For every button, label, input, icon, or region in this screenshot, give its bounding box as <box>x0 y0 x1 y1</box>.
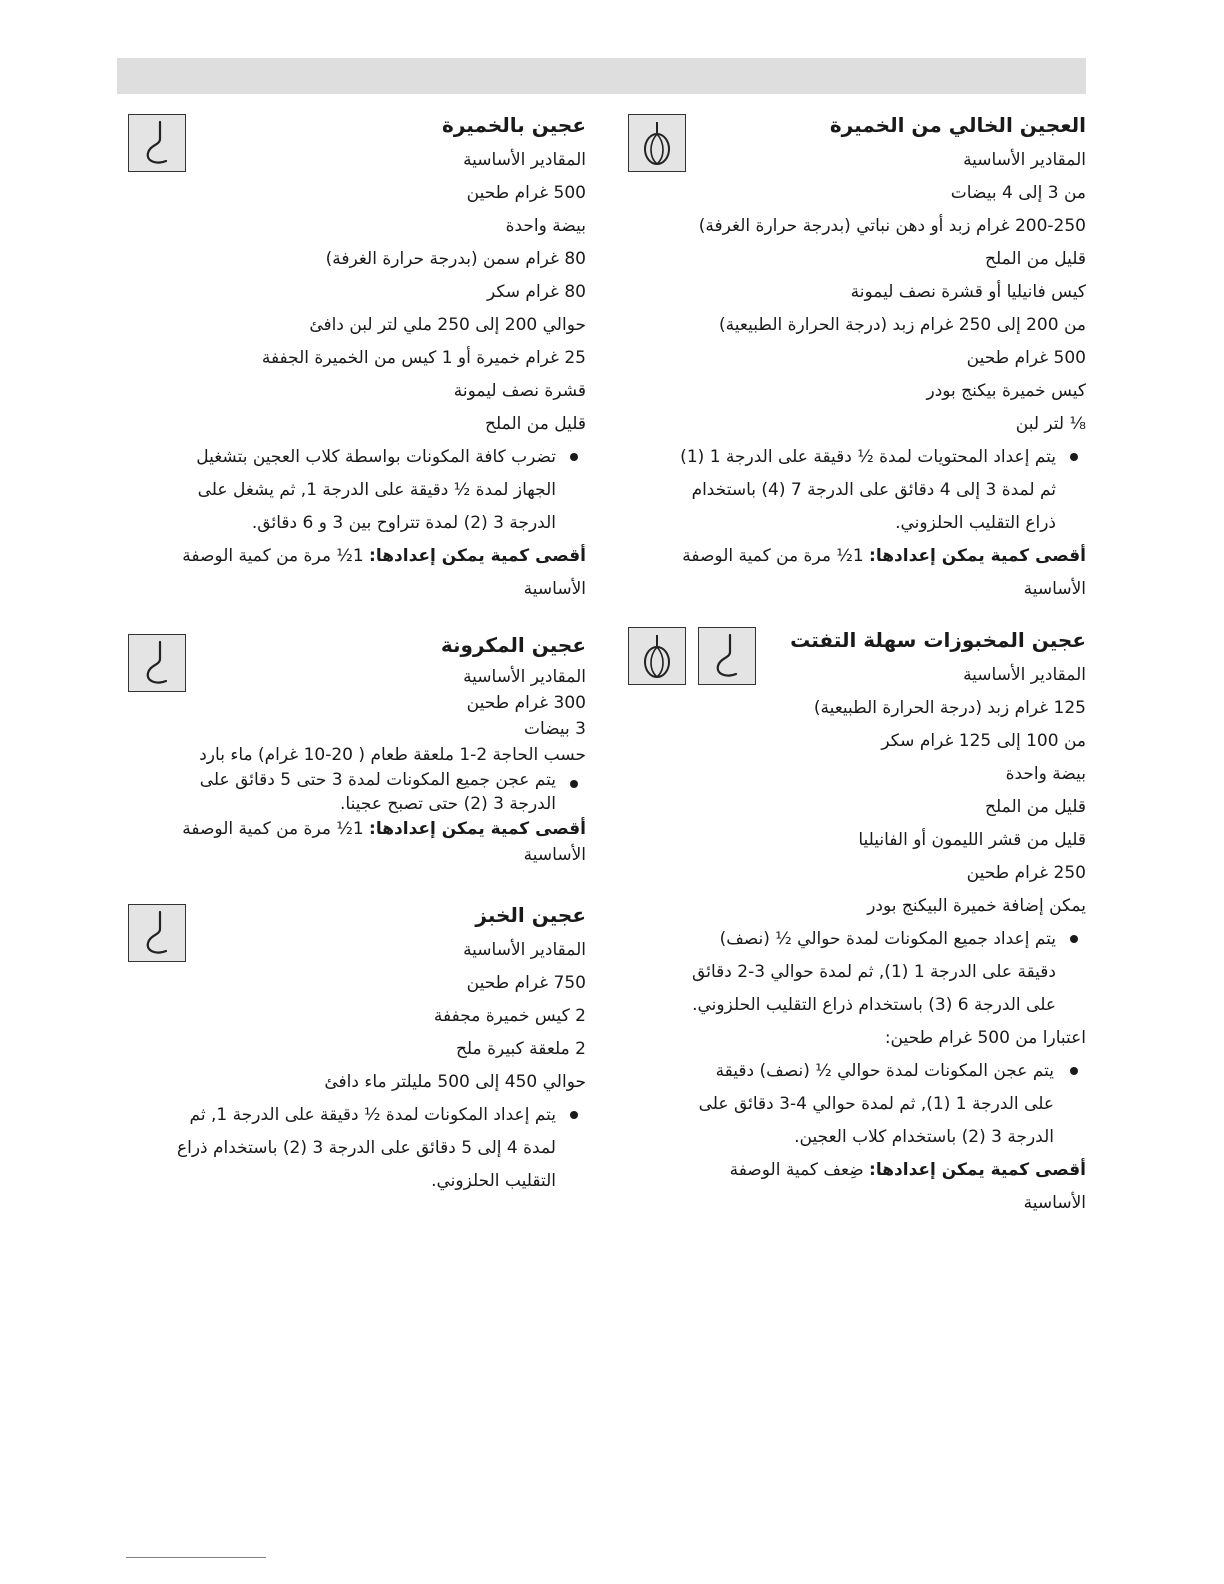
section-title: عجين بالخميرة <box>442 113 586 137</box>
subtitle: المقادير الأساسية <box>463 667 586 687</box>
ingredient: بيضة واحدة <box>1005 764 1086 784</box>
subtitle: المقادير الأساسية <box>463 150 586 170</box>
dough-hook-icon <box>698 627 756 685</box>
max-quantity-note <box>632 1154 1086 1220</box>
max-quantity-note <box>632 540 1086 606</box>
instruction-line: الجهاز لمدة ½ دقيقة على الدرجة 1, ثم يشغل على <box>197 480 556 500</box>
header-bar <box>117 58 1086 94</box>
instruction-line: التقليب الحلزوني. <box>431 1171 556 1191</box>
ingredient: 80 غرام سمن (بدرجة حرارة الغرفة) <box>325 249 586 269</box>
ingredient: قشرة نصف ليمونة <box>453 381 586 401</box>
max-value: 1½ مرة من كمية الوصفة <box>182 546 364 566</box>
section-title: العجين الخالي من الخميرة <box>829 113 1086 137</box>
section-shortcrust <box>632 621 1086 1220</box>
max-value-cont: الأساسية <box>523 579 586 599</box>
instruction-line: ذراع التقليب الحلزوني. <box>895 513 1056 533</box>
instruction-line: يتم عجن المكونات لمدة حوالي ½ (نصف) دقيقة <box>715 1061 1054 1081</box>
ingredient: 25 غرام خميرة أو 1 كيس من الخميرة الجففة <box>261 348 586 368</box>
instruction-bullet <box>122 768 586 816</box>
section-title: عجين المخبوزات سهلة التفتت <box>790 628 1086 652</box>
ingredient: كيس فانيليا أو قشرة نصف ليمونة <box>850 282 1086 302</box>
ingredient: قليل من الملح <box>985 249 1086 269</box>
max-value: 1½ مرة من كمية الوصفة <box>182 819 364 839</box>
note: اعتبارا من 500 غرام طحين: <box>884 1028 1086 1048</box>
ingredient: من 100 إلى 125 غرام سكر <box>881 731 1086 751</box>
dough-hook-icon <box>128 904 186 962</box>
ingredient: 250 غرام طحين <box>966 863 1086 883</box>
max-value: ضِعف كمية الوصفة <box>729 1160 864 1180</box>
ingredient: ⅛ لتر لبن <box>1015 414 1086 434</box>
footer-divider <box>126 1557 266 1558</box>
instruction-line: يتم إعداد المكونات لمدة ½ دقيقة على الدرجة 1, ثم <box>189 1105 556 1125</box>
ingredient: حسب الحاجة 2-1 ملعقة طعام ( 20-10 غرام) ماء بارد <box>199 745 586 765</box>
instruction-line: الدرجة 3 (2) حتى تصبح عجينا. <box>340 794 556 814</box>
whisk-icon <box>628 627 686 685</box>
section-icons <box>128 904 186 962</box>
section-icons <box>628 627 756 685</box>
instruction-line: لمدة 4 إلى 5 دقائق على الدرجة 3 (2) باستخدام ذراع <box>176 1138 556 1158</box>
section-yeast-dough <box>122 106 586 626</box>
ingredient: قليل من قشر الليمون أو الفانيليا <box>858 830 1086 850</box>
max-label: أقصى كمية يمكن إعدادها: <box>869 1160 1086 1180</box>
ingredient: 500 غرام طحين <box>966 348 1086 368</box>
ingredient: بيضة واحدة <box>505 216 586 236</box>
dough-hook-icon <box>128 114 186 172</box>
whisk-icon <box>628 114 686 172</box>
instruction-bullet <box>632 923 1086 1022</box>
section-title: عجين الخبز <box>475 903 586 927</box>
ingredient: 2 كيس خميرة مجففة <box>433 1006 586 1026</box>
subtitle: المقادير الأساسية <box>963 150 1086 170</box>
instruction-line: يتم إعداد المحتويات لمدة ½ دقيقة على الدرجة 1 (1) <box>680 447 1056 467</box>
instruction-line: تضرب كافة المكونات بواسطة كلاب العجين بتشغيل <box>196 447 556 467</box>
section-bread <box>122 896 586 1198</box>
ingredient: 3 بيضات <box>523 719 586 739</box>
ingredient: من 200 إلى 250 غرام زبد (درجة الحرارة الطبيعية) <box>719 315 1086 335</box>
instruction-line: يتم عجن جميع المكونات لمدة 3 حتى 5 دقائق على <box>199 770 556 790</box>
ingredient: كيس خميرة بيكنج بودر <box>926 381 1086 401</box>
instruction-bullet <box>122 1099 586 1198</box>
left-column <box>122 106 586 1198</box>
dough-hook-icon <box>128 634 186 692</box>
instruction-line: على الدرجة 1 (1), ثم لمدة حوالي 4-3 دقائق على <box>698 1094 1054 1114</box>
section-pasta <box>122 626 586 896</box>
ingredient: 750 غرام طحين <box>466 973 586 993</box>
section-yeast-free <box>632 106 1086 611</box>
ingredient: حوالي 200 إلى 250 ملي لتر لبن دافئ <box>309 315 586 335</box>
instruction-bullet <box>632 1055 1086 1154</box>
ingredient: حوالي 450 إلى 500 مليلتر ماء دافئ <box>324 1072 586 1092</box>
section-title: عجين المكرونة <box>440 633 586 657</box>
instruction-line: يتم إعداد جميع المكونات لمدة حوالي ½ (نصف) <box>719 929 1056 949</box>
instruction-bullet <box>632 441 1086 540</box>
section-icons <box>628 114 686 172</box>
max-label: أقصى كمية يمكن إعدادها: <box>369 819 586 839</box>
ingredient: 80 غرام سكر <box>487 282 586 302</box>
instruction-line: الدرجة 3 (2) لمدة تتراوح بين 3 و 6 دقائق. <box>251 513 556 533</box>
instruction-line: دقيقة على الدرجة 1 (1), ثم لمدة حوالي 3-2 دقائق <box>692 962 1056 982</box>
max-value-cont: الأساسية <box>1023 579 1086 599</box>
subtitle: المقادير الأساسية <box>463 940 586 960</box>
max-label: أقصى كمية يمكن إعدادها: <box>369 546 586 566</box>
instruction-line: على الدرجة 6 (3) باستخدام ذراع التقليب الحلزوني. <box>692 995 1056 1015</box>
ingredient: 125 غرام زبد (درجة الحرارة الطبيعية) <box>813 698 1086 718</box>
section-icons <box>128 114 186 172</box>
ingredient: قليل من الملح <box>985 797 1086 817</box>
ingredient: يمكن إضافة خميرة البيكنج بودر <box>867 896 1086 916</box>
max-quantity-note <box>122 816 586 868</box>
ingredient: 300 غرام طحين <box>466 693 586 713</box>
max-label: أقصى كمية يمكن إعدادها: <box>869 546 1086 566</box>
ingredient: 2 ملعقة كبيرة ملح <box>455 1039 586 1059</box>
instruction-bullet <box>122 441 586 540</box>
ingredient: 500 غرام طحين <box>466 183 586 203</box>
ingredient: 200-250 غرام زبد أو دهن نباتي (بدرجة حرارة الغرفة) <box>698 216 1086 236</box>
subtitle: المقادير الأساسية <box>963 665 1086 685</box>
instruction-line: الدرجة 3 (2) باستخدام كلاب العجين. <box>794 1127 1054 1147</box>
max-quantity-note <box>122 540 586 606</box>
max-value: 1½ مرة من كمية الوصفة <box>682 546 864 566</box>
max-value-cont: الأساسية <box>1023 1193 1086 1213</box>
ingredient: من 3 إلى 4 بيضات <box>950 183 1086 203</box>
right-column <box>632 106 1086 1220</box>
section-icons <box>128 634 186 692</box>
instruction-line: ثم لمدة 3 إلى 4 دقائق على الدرجة 7 (4) باستخدام <box>691 480 1056 500</box>
max-value-cont: الأساسية <box>523 845 586 865</box>
ingredient: قليل من الملح <box>485 414 586 434</box>
